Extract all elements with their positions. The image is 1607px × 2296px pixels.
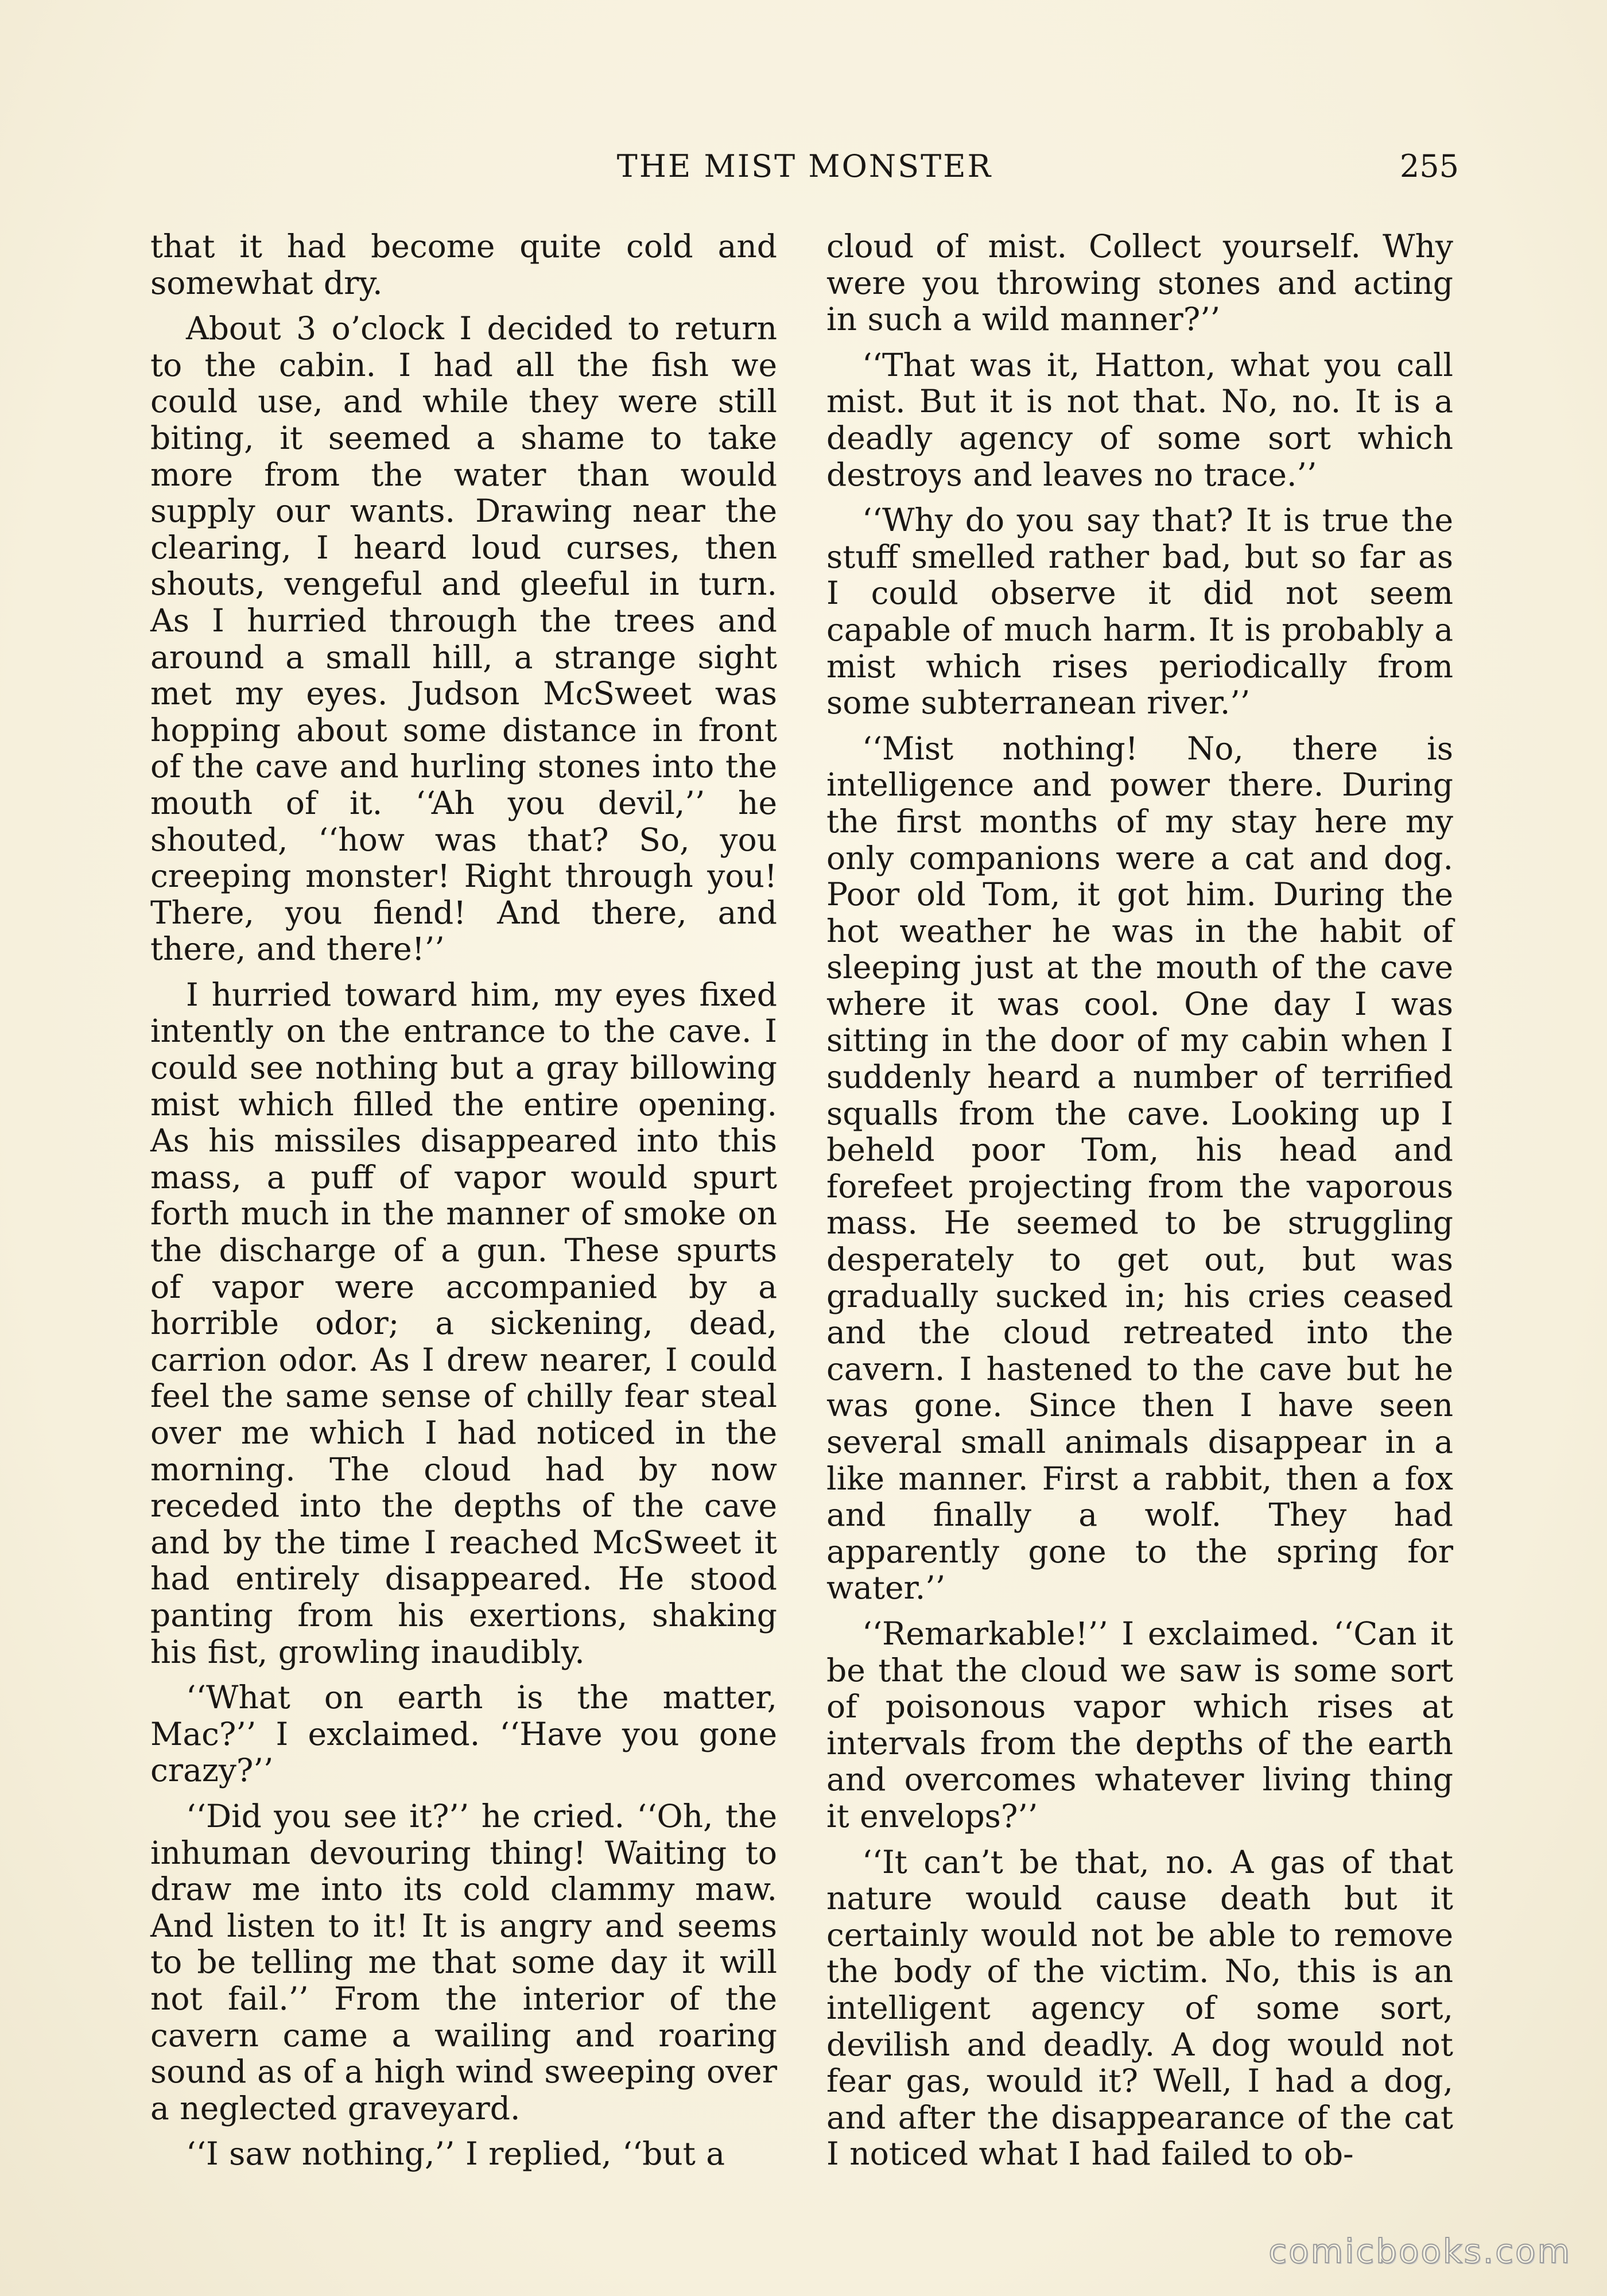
paragraph: that it had become quite cold and somewhat dry.	[150, 228, 777, 301]
text-column-right	[826, 228, 1453, 2182]
paragraph: ‘‘Mist nothing! No, there is intelligence and power there. During the first months of my stay here my only companions were a cat and dog. Poor old Tom, it got him. During the hot weather he was in the habit of sleeping just at the mouth of the cave where it was cool. One day I was sitting in the door of my cabin when I suddenly heard a number of terrified squalls from the cave. Looking up I beheld poor Tom, his head and forefeet projecting from the vaporous mass. He seemed to be struggling desperately to get out, but was gradually sucked in; his cries ceased and the cloud retreated into the cavern. I hastened to the cave but he was gone. Since then I have seen several small animals disappear in a like manner. First a rabbit, then a fox and finally a wolf. They had apparently gone to the spring for water.’’	[826, 730, 1453, 1607]
paragraph: ‘‘Remarkable!’’ I exclaimed. ‘‘Can it be that the cloud we saw is some sort of poisonous vapor which rises at intervals from the depths of the earth and overcomes whatever living thing it envelops?’’	[826, 1615, 1453, 1835]
paragraph: ‘‘I saw nothing,’’ I replied, ‘‘but a	[186, 2135, 725, 2173]
paragraph: ‘‘It can’t be that, no. A gas of that nature would cause death but it certainly would not be able to remove the body of the victim. No, this is an intelligent agency of some sort, devilish and deadly. A dog would not fear gas, would it? Well, I had a dog, and after the disappearance of the cat I noticed what I had failed to ob-	[826, 1843, 1453, 2173]
paragraph: About 3 o’clock I decided to return to the cabin. I had all the fish we could use, and while they were still biting, it seemed a shame to take more from the water than would supply our wants. Drawing near the clearing, I heard loud curses, then shouts, vengeful and gleeful in turn. As I hurried through the trees and around a small hill, a strange sight met my eyes. Judson McSweet was hopping about some distance in front of the cave and hurling stones into the mouth of it. ‘‘Ah you devil,’’ he shouted, ‘‘how was that? So, you creeping monster! Right through you! There, you fiend! And there, and there, and there!’’	[150, 310, 777, 968]
paragraph: ‘‘Why do you say that? It is true the stuff smelled rather bad, but so far as I could observe it did not seem capable of much harm. It is probably a mist which rises periodically from some subterranean river.’’	[826, 502, 1453, 722]
chapter-title: THE MIST MONSTER	[616, 148, 993, 184]
paragraph: cloud of mist. Collect yourself. Why were you throwing stones and acting in such a wild manner?’’	[826, 228, 1453, 338]
paragraph: I hurried toward him, my eyes fixed intently on the entrance to the cave. I could see nothing but a gray billowing mist which filled the entire opening. As his missiles disappeared into this mass, a puff of vapor would spurt forth much in the manner of smoke on the discharge of a gun. These spurts of vapor were accompanied by a horrible odor; a sickening, dead, carrion odor. As I drew nearer, I could feel the same sense of chilly fear steal over me which I had noticed in the morning. The cloud had by now receded into the depths of the cave and by the time I reached McSweet it had entirely disappeared. He stood panting from his exertions, shaking his fist, growling inaudibly.	[150, 976, 777, 1670]
paragraph: ‘‘What on earth is the matter, Mac?’’ I exclaimed. ‘‘Have you gone crazy?’’	[150, 1679, 777, 1789]
running-head	[150, 144, 1459, 189]
watermark: comicbooks.com	[1268, 2232, 1571, 2271]
paragraph: ‘‘That was it, Hatton, what you call mist. But it is not that. No, no. It is a deadly agency of some sort which destroys and leaves no trace.’’	[826, 346, 1453, 493]
text-column-left	[150, 228, 777, 2182]
page-number: 255	[1399, 148, 1459, 184]
paragraph: ‘‘Did you see it?’’ he cried. ‘‘Oh, the inhuman devouring thing! Waiting to draw me into its cold clammy maw. And listen to it! It is angry and seems to be telling me that some day it will not fail.’’ From the interior of the cavern came a wailing and roaring sound as of a high wind sweeping over a neglected graveyard.	[150, 1797, 777, 2127]
